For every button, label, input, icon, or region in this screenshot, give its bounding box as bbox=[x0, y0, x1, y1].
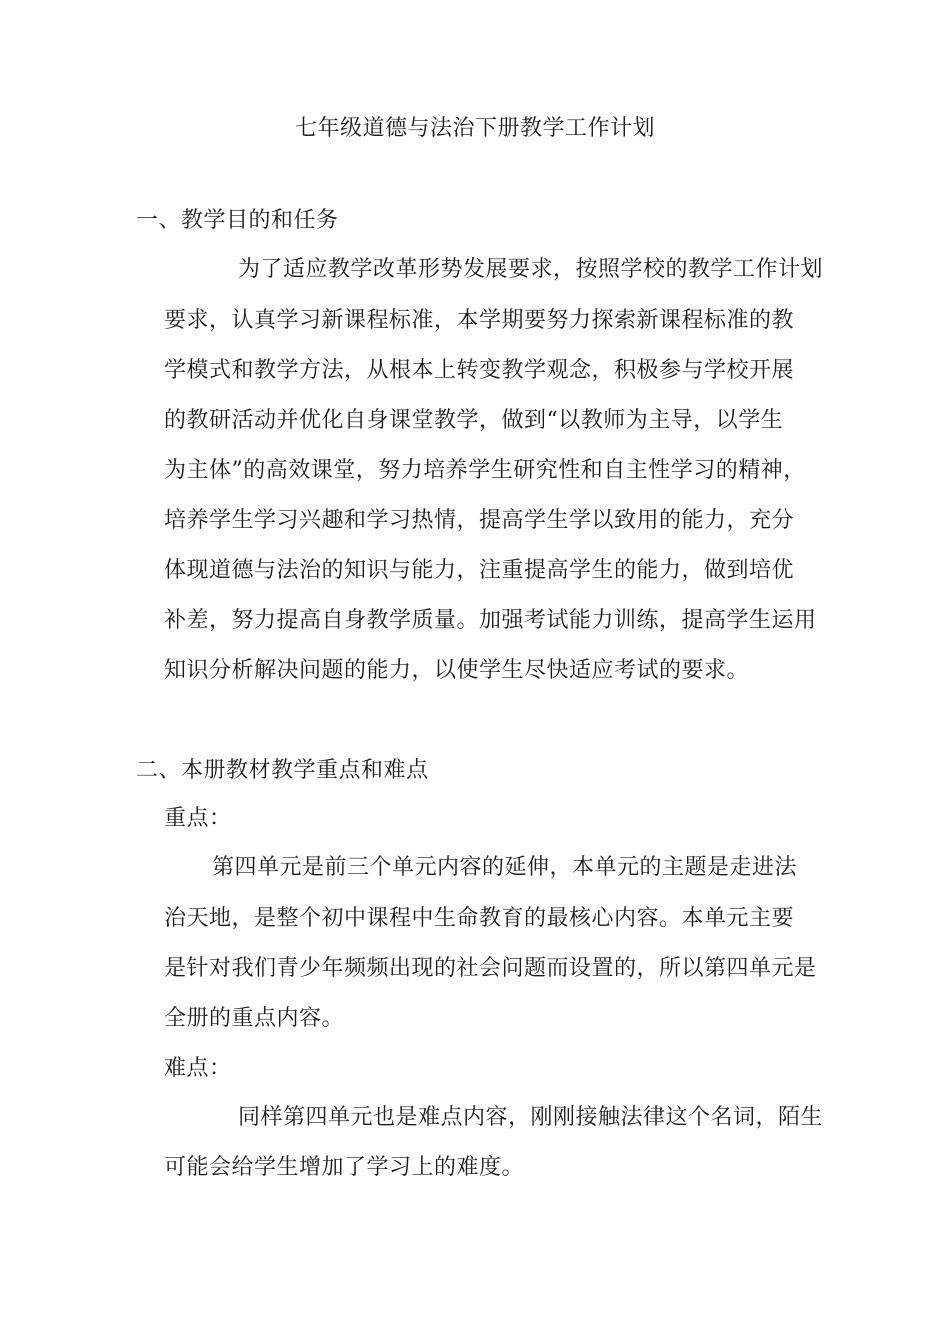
key-points-label: 重点： bbox=[164, 806, 232, 831]
section1-line-8: 补差，努力提高自身教学质量。加强考试能力训练，提高学生运用 bbox=[164, 608, 817, 633]
key-points-line-2: 治天地，是整个初中课程中生命教育的最核心内容。本单元主要 bbox=[164, 906, 795, 931]
key-points-line-1: 第四单元是前三个单元内容的延伸，本单元的主题是走进法 bbox=[212, 855, 798, 880]
section1-line-6: 培养学生学习兴趣和学习热情，提高学生学以致用的能力，充分 bbox=[164, 508, 795, 533]
section1-line-4: 的教研活动并优化自身课堂教学，做到“以教师为主导，以学生 bbox=[164, 408, 784, 433]
section1-line-5: 为主体”的高效课堂，努力培养学生研究性和自主性学习的精神， bbox=[164, 458, 806, 483]
section1-heading: 一、教学目的和任务 bbox=[136, 208, 339, 233]
section1-line-9: 知识分析解决问题的能力，以使学生尽快适应考试的要求。 bbox=[164, 658, 750, 683]
section2-heading: 二、本册教材教学重点和难点 bbox=[136, 758, 429, 783]
document-title: 七年级道德与法治下册教学工作计划 bbox=[294, 116, 655, 141]
key-points-line-3: 是针对我们青少年频频出现的社会问题而设置的，所以第四单元是 bbox=[164, 956, 817, 981]
section1-line-3: 学模式和教学方法，从根本上转变教学观念，积极参与学校开展 bbox=[164, 358, 795, 383]
section1-line-2: 要求，认真学习新课程标准，本学期要努力探索新课程标准的教 bbox=[164, 308, 795, 333]
key-points-line-4: 全册的重点内容。 bbox=[164, 1006, 345, 1031]
difficult-points-line-2: 可能会给学生增加了学习上的难度。 bbox=[164, 1155, 525, 1180]
difficult-points-label: 难点： bbox=[164, 1056, 232, 1081]
difficult-points-line-1: 同样第四单元也是难点内容，刚刚接触法律这个名词，陌生 bbox=[238, 1105, 824, 1130]
section1-line-7: 体现道德与法治的知识与能力，注重提高学生的能力，做到培优 bbox=[164, 558, 795, 583]
section1-line-1: 为了适应教学改革形势发展要求，按照学校的教学工作计划 bbox=[238, 257, 824, 282]
